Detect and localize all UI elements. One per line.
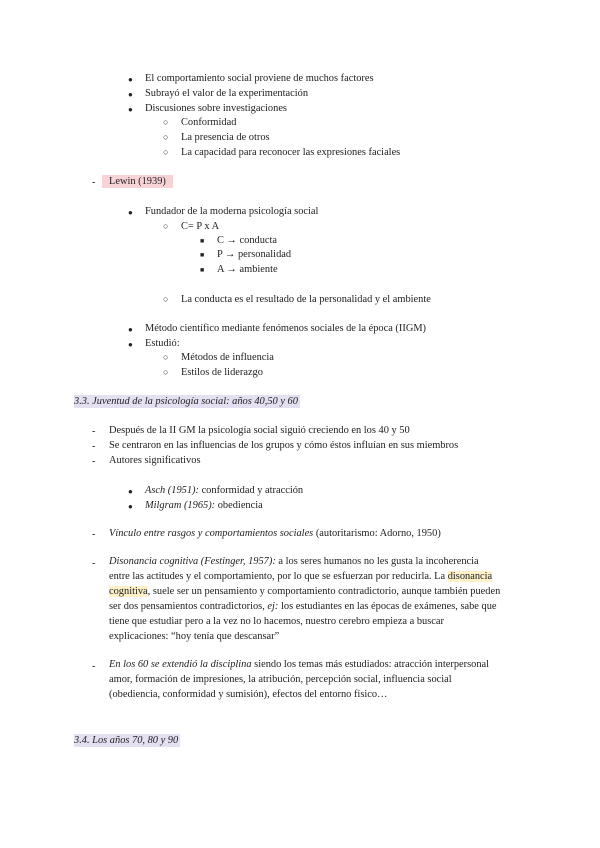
paragraph-text: entre las actitudes y el comportamiento, por lo que se esfuerzan por reducirla. La (109, 571, 448, 582)
paragraph-line (109, 570, 492, 585)
list-item: Método científico mediante fenómenos sociales de la época (IIGM) (145, 323, 427, 334)
formula-part: A → ambiente (217, 264, 278, 275)
square-bullet-icon: ■ (200, 237, 205, 245)
paragraph-text: los estudiantes en las épocas de exámenes, sabe que (278, 601, 497, 612)
list-item: El comportamiento social proviene de muchos factores (145, 73, 374, 84)
circle-bullet-icon: ○ (163, 221, 169, 231)
author-item (145, 499, 263, 512)
sesenta-title: En los 60 se extendió la disciplina (109, 659, 252, 670)
list-item: Se centraron en las influencias de los grupos y cómo éstos influían en sus miembros (109, 440, 459, 451)
dash-icon: - (92, 456, 96, 467)
paragraph-line: amor, formación de impresiones, la atribución, percepción social, influencia social (109, 674, 452, 685)
formula-part: C → conducta (217, 235, 278, 246)
lewin-label: Lewin (1939) (102, 175, 173, 188)
section-heading: 3.4. Los años 70, 80 y 90 (74, 735, 179, 746)
author-item (145, 484, 303, 497)
sub-list-item: Métodos de influencia (181, 352, 274, 363)
vinculo-title: Vínculo entre rasgos y comportamientos sociales (109, 528, 314, 539)
dash-icon: - (92, 441, 96, 452)
bullet-icon: ● (128, 502, 133, 511)
sub-list-item: Estilos de liderazgo (181, 367, 263, 378)
author-name: Milgram (1965): (145, 500, 216, 511)
square-bullet-icon: ■ (200, 266, 205, 274)
highlighted-text: disonancia (447, 571, 493, 582)
bullet-icon: ● (128, 487, 133, 496)
paragraph-line (109, 555, 479, 570)
formula: C= P x A (181, 221, 220, 232)
paragraph-line: (obediencia, conformidad y sumisión), efectos del entorno físico… (109, 689, 388, 700)
formula-part: P → personalidad (217, 249, 292, 260)
list-item: Después de la II GM la psicología social siguió creciendo en los 40 y 50 (109, 425, 410, 436)
square-bullet-icon: ■ (200, 251, 205, 259)
highlighted-text: cognitiva (109, 586, 148, 597)
bullet-icon: ● (128, 75, 133, 84)
paragraph-line (109, 600, 497, 615)
paragraph-text: siendo los temas más estudiados: atracción interpersonal (251, 659, 490, 670)
paragraph-line: tiene que estudiar pero a la vez no lo hacemos, nuestro cerebro empieza a buscar (109, 616, 444, 627)
paragraph-line (109, 658, 489, 673)
section-heading: 3.3. Juventud de la psicología social: años 40,50 y 60 (74, 396, 298, 407)
author-text: conformidad y atracción (198, 485, 304, 496)
bullet-icon: ● (128, 325, 133, 334)
disonancia-title: Disonancia cognitiva (Festinger, 1957): (109, 556, 276, 567)
list-item: Fundador de la moderna psicología social (145, 206, 319, 217)
paragraph-line (109, 585, 500, 600)
list-item: Autores significativos (109, 455, 201, 466)
sub-list-item: Conformidad (181, 117, 237, 128)
list-item: Discusiones sobre investigaciones (145, 103, 287, 114)
vinculo-text: (autoritarismo: Adorno, 1950) (313, 528, 441, 539)
paragraph-line: explicaciones: “hoy tenía que descansar” (109, 631, 280, 642)
bullet-icon: ● (128, 90, 133, 99)
conclusion: La conducta es el resultado de la personalidad y el ambiente (181, 294, 431, 305)
dash-icon: - (92, 558, 96, 569)
vinculo-item (109, 527, 441, 540)
circle-bullet-icon: ○ (163, 147, 169, 157)
author-text: obediencia (215, 500, 263, 511)
dash-icon: - (92, 529, 96, 540)
circle-bullet-icon: ○ (163, 352, 169, 362)
circle-bullet-icon: ○ (163, 132, 169, 142)
circle-bullet-icon: ○ (163, 367, 169, 377)
dash-icon: - (92, 177, 96, 188)
dash-icon: - (92, 661, 96, 672)
paragraph-text: ser dos pensamientos contradictorios, (109, 601, 268, 612)
paragraph-text: , suele ser un pensamiento y comportamiento contradictorio, aunque también pueden (147, 586, 501, 597)
author-name: Asch (1951): (145, 485, 199, 496)
list-item: Estudió: (145, 338, 180, 349)
paragraph-text: a los seres humanos no les gusta la incoherencia (275, 556, 479, 567)
dash-icon: - (92, 426, 96, 437)
circle-bullet-icon: ○ (163, 117, 169, 127)
bullet-icon: ● (128, 208, 133, 217)
bullet-icon: ● (128, 105, 133, 114)
sub-list-item: La presencia de otros (181, 132, 270, 143)
example-label: ej: (267, 601, 279, 612)
circle-bullet-icon: ○ (163, 294, 169, 304)
sub-list-item: La capacidad para reconocer las expresiones faciales (181, 147, 401, 158)
list-item: Subrayó el valor de la experimentación (145, 88, 309, 99)
bullet-icon: ● (128, 340, 133, 349)
